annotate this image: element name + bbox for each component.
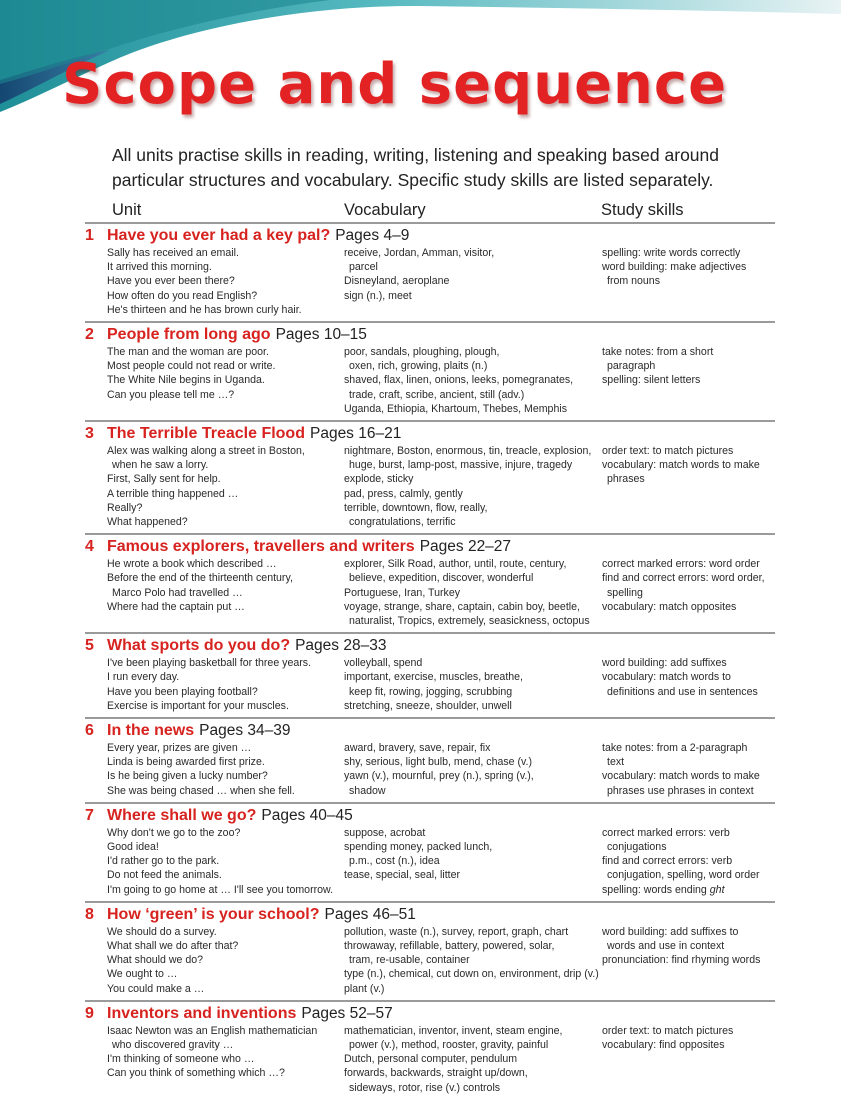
vocabulary-column-line: poor, sandals, ploughing, plough, bbox=[344, 346, 500, 358]
unit-number: 6 bbox=[85, 721, 94, 739]
vocabulary-column-line: huge, burst, lamp-post, massive, injure, tragedy bbox=[349, 459, 573, 472]
unit-5 bbox=[85, 632, 775, 717]
structures-column-line: Every year, prizes are given … bbox=[107, 741, 252, 754]
unit-heading bbox=[85, 1004, 775, 1024]
study-skills-column-line: vocabulary: match words to make bbox=[602, 770, 760, 783]
structures-column bbox=[107, 741, 342, 798]
study-skills-column-line: definitions and use in sentences bbox=[607, 685, 758, 698]
structures-column bbox=[107, 557, 342, 614]
unit-3 bbox=[85, 420, 775, 533]
study-skills-column-line: find and correct errors: word order, bbox=[602, 572, 765, 585]
unit-pages: Pages 22–27 bbox=[419, 538, 512, 556]
study-skills-column bbox=[602, 826, 777, 897]
structures-column-line: We should do a survey. bbox=[107, 925, 217, 938]
study-skills-column-line: paragraph bbox=[607, 360, 656, 373]
structures-column-line: I run every day. bbox=[107, 671, 180, 684]
unit-heading bbox=[85, 806, 775, 826]
vocabulary-column-line: important, exercise, muscles, breathe, bbox=[344, 671, 523, 684]
column-header-unit: Unit bbox=[112, 201, 142, 219]
vocabulary-column-line: parcel bbox=[349, 261, 378, 274]
unit-heading bbox=[85, 424, 775, 444]
vocabulary-column-line: sign (n.), meet bbox=[344, 289, 412, 302]
structures-column-line: We ought to … bbox=[107, 968, 178, 981]
study-skills-column bbox=[602, 444, 777, 487]
study-skills-column-line: word building: add suffixes bbox=[602, 657, 727, 670]
unit-heading bbox=[85, 721, 775, 741]
structures-column-line: You could make a … bbox=[107, 982, 205, 995]
unit-pages: Pages 52–57 bbox=[301, 1004, 393, 1022]
structures-column-line: Do not feed the animals. bbox=[107, 869, 222, 882]
structures-column-line: Why don't we go to the zoo? bbox=[107, 826, 241, 839]
study-skills-column-line: spelling: words ending ght bbox=[602, 883, 725, 896]
study-skills-column-line: conjugations bbox=[607, 840, 667, 853]
unit-pages: Pages 10–15 bbox=[275, 326, 367, 343]
vocabulary-column-line: power (v.), method, rooster, gravity, painful bbox=[349, 1038, 549, 1051]
unit-pages: Pages 4–9 bbox=[335, 227, 410, 244]
vocabulary-column-line: tram, re-usable, container bbox=[349, 954, 470, 967]
vocabulary-column-line: p.m., cost (n.), idea bbox=[349, 855, 440, 868]
study-skills-column-line: vocabulary: find opposites bbox=[602, 1038, 725, 1051]
study-skills-column bbox=[602, 246, 777, 289]
study-skills-column-line: conjugation, spelling, word order bbox=[607, 869, 760, 882]
vocabulary-column-line: spending money, packed lunch, bbox=[344, 840, 493, 853]
study-skills-column-line: spelling: write words correctly bbox=[602, 247, 741, 259]
study-skills-column-line: vocabulary: match words to make bbox=[602, 459, 760, 472]
units-table bbox=[85, 222, 775, 1099]
structures-column-line: Can you please tell me …? bbox=[107, 388, 235, 401]
vocabulary-column bbox=[344, 345, 602, 416]
structures-column-line: Where had the captain put … bbox=[107, 600, 245, 613]
unit-title: People from long ago bbox=[107, 326, 271, 343]
structures-column-line: Really? bbox=[107, 501, 143, 514]
unit-number: 2 bbox=[85, 326, 94, 343]
structures-column bbox=[107, 345, 342, 402]
vocabulary-column-line: forwards, backwards, straight up/down, bbox=[344, 1067, 528, 1080]
structures-column bbox=[107, 246, 342, 317]
vocabulary-column-line: oxen, rich, growing, plaits (n.) bbox=[349, 360, 488, 373]
structures-column-line: He wrote a book which described … bbox=[107, 558, 277, 571]
study-skills-column-line: word building: add suffixes to bbox=[602, 925, 739, 938]
unit-heading bbox=[85, 905, 775, 925]
vocabulary-column-line: Dutch, personal computer, pendulum bbox=[344, 1053, 518, 1066]
unit-6 bbox=[85, 717, 775, 802]
structures-column bbox=[107, 925, 342, 996]
page-title: Scope and sequence bbox=[62, 52, 728, 117]
italic-text: ght bbox=[709, 883, 725, 896]
vocabulary-column-line: believe, expedition, discover, wonderful bbox=[349, 572, 534, 585]
study-skills-column bbox=[602, 345, 777, 388]
study-skills-column bbox=[602, 656, 777, 699]
structures-column-line: Linda is being awarded first prize. bbox=[107, 756, 265, 769]
vocabulary-column bbox=[344, 741, 602, 798]
study-skills-column-line: text bbox=[607, 756, 625, 769]
study-skills-column-line: phrases use phrases in context bbox=[607, 784, 754, 797]
vocabulary-column-line: tease, special, seal, litter bbox=[344, 869, 460, 882]
unit-title: The Terrible Treacle Flood bbox=[107, 425, 305, 442]
unit-number: 1 bbox=[85, 227, 94, 244]
structures-column bbox=[107, 444, 342, 529]
vocabulary-column-line: Uganda, Ethiopia, Khartoum, Thebes, Memphis bbox=[344, 402, 567, 415]
vocabulary-column bbox=[344, 925, 602, 996]
study-skills-column bbox=[602, 741, 777, 798]
unit-number: 9 bbox=[85, 1004, 94, 1022]
intro-line: particular structures and vocabulary. Specific study skills are listed separately. bbox=[112, 170, 714, 190]
structures-column bbox=[107, 1024, 342, 1081]
vocabulary-column-line: keep fit, rowing, jogging, scrubbing bbox=[349, 685, 513, 698]
vocabulary-column-line: voyage, strange, share, captain, cabin boy, beetle, bbox=[344, 600, 580, 613]
structures-column-line: when he saw a lorry. bbox=[112, 459, 209, 472]
study-skills-column-line: vocabulary: match opposites bbox=[602, 600, 737, 613]
unit-title: Inventors and inventions bbox=[107, 1004, 297, 1022]
vocabulary-column-line: award, bravery, save, repair, fix bbox=[344, 741, 491, 754]
unit-title: Famous explorers, travellers and writers bbox=[107, 538, 415, 556]
vocabulary-column-line: explorer, Silk Road, author, until, route, century, bbox=[344, 558, 567, 571]
unit-pages: Pages 16–21 bbox=[309, 425, 402, 442]
structures-column-line: What happened? bbox=[107, 516, 188, 529]
column-header-vocabulary: Vocabulary bbox=[344, 201, 426, 219]
vocabulary-column-line: type (n.), chemical, cut down on, environment, drip (v.) bbox=[344, 968, 599, 981]
unit-title: In the news bbox=[107, 721, 195, 739]
study-skills-column-line: from nouns bbox=[607, 275, 660, 288]
structures-column-line: It arrived this morning. bbox=[107, 261, 212, 274]
unit-number: 5 bbox=[85, 637, 94, 655]
unit-title: How ‘green’ is your school? bbox=[107, 905, 320, 923]
study-skills-column bbox=[602, 925, 777, 968]
vocabulary-column-line: throwaway, refillable, battery, powered, solar, bbox=[344, 939, 555, 952]
vocabulary-column-line: suppose, acrobat bbox=[344, 826, 426, 839]
intro-paragraph bbox=[112, 143, 812, 193]
vocabulary-column-line: shaved, flax, linen, onions, leeks, pomegranates, bbox=[344, 374, 574, 387]
vocabulary-column bbox=[344, 656, 602, 713]
vocabulary-column bbox=[344, 444, 602, 529]
unit-pages: Pages 28–33 bbox=[295, 637, 387, 655]
structures-column-line: First, Sally sent for help. bbox=[107, 473, 221, 486]
study-skills-column bbox=[602, 1024, 777, 1052]
unit-2 bbox=[85, 321, 775, 420]
structures-column-line: She was being chased … when she fell. bbox=[107, 784, 295, 797]
study-skills-column-line: correct marked errors: verb bbox=[602, 826, 730, 839]
study-skills-column-line: spelling: silent letters bbox=[602, 374, 701, 387]
study-skills-column-line: order text: to match pictures bbox=[602, 1024, 734, 1037]
structures-column bbox=[107, 656, 342, 713]
vocabulary-column-line: pad, press, calmly, gently bbox=[344, 487, 463, 500]
study-skills-column bbox=[602, 557, 777, 614]
vocabulary-column-line: shadow bbox=[349, 784, 386, 797]
structures-column-line: Have you ever been there? bbox=[107, 275, 235, 288]
structures-column-line: Before the end of the thirteenth century, bbox=[107, 572, 293, 585]
vocabulary-column-line: Disneyland, aeroplane bbox=[344, 275, 450, 288]
vocabulary-column-line: stretching, sneeze, shoulder, unwell bbox=[344, 699, 512, 712]
vocabulary-column bbox=[344, 246, 602, 303]
vocabulary-column-line: mathematician, inventor, invent, steam engine, bbox=[344, 1024, 563, 1037]
structures-column-line: Have you been playing football? bbox=[107, 685, 258, 698]
structures-column-line: Can you think of something which …? bbox=[107, 1067, 285, 1080]
structures-column-line: I'm going to go home at … I'll see you tomorrow. bbox=[107, 883, 334, 896]
vocabulary-column bbox=[344, 1024, 602, 1095]
structures-column-line: I've been playing basketball for three years. bbox=[107, 657, 312, 670]
vocabulary-column-line: receive, Jordan, Amman, visitor, bbox=[344, 247, 495, 259]
intro-line: All units practise skills in reading, writing, listening and speaking based around bbox=[112, 145, 720, 165]
study-skills-column-line: word building: make adjectives bbox=[602, 261, 747, 274]
study-skills-column-line: words and use in context bbox=[607, 939, 725, 952]
unit-heading bbox=[85, 537, 775, 557]
vocabulary-column-line: terrible, downtown, flow, really, bbox=[344, 501, 488, 514]
vocabulary-column-line: congratulations, terrific bbox=[349, 516, 456, 529]
structures-column-line: What should we do? bbox=[107, 954, 203, 967]
structures-column-line: Is he being given a lucky number? bbox=[107, 770, 268, 783]
structures-column-line: How often do you read English? bbox=[107, 289, 258, 302]
vocabulary-column-line: plant (v.) bbox=[344, 982, 385, 995]
structures-column-line: Sally has received an email. bbox=[107, 247, 239, 259]
unit-number: 4 bbox=[85, 538, 94, 556]
unit-number: 8 bbox=[85, 905, 94, 923]
column-header-study-skills: Study skills bbox=[601, 201, 684, 219]
unit-number: 3 bbox=[85, 425, 94, 442]
unit-title: Where shall we go? bbox=[107, 806, 257, 824]
vocabulary-column-line: naturalist, Tropics, extremely, seasickness, octopus bbox=[349, 615, 590, 627]
study-skills-column-line: vocabulary: match words to bbox=[602, 671, 731, 684]
structures-column-line: Alex was walking along a street in Boston, bbox=[107, 445, 305, 457]
unit-8 bbox=[85, 901, 775, 1000]
vocabulary-column-line: sideways, rotor, rise (v.) controls bbox=[349, 1081, 501, 1094]
vocabulary-column-line: pollution, waste (n.), survey, report, graph, chart bbox=[344, 925, 569, 938]
vocabulary-column bbox=[344, 557, 602, 628]
structures-column-line: I'd rather go to the park. bbox=[107, 855, 220, 868]
unit-7 bbox=[85, 802, 775, 901]
structures-column-line: Good idea! bbox=[107, 840, 159, 853]
unit-1 bbox=[85, 222, 775, 321]
structures-column-line: Exercise is important for your muscles. bbox=[107, 699, 289, 712]
study-skills-column-line: take notes: from a short bbox=[602, 346, 714, 358]
structures-column-line: The man and the woman are poor. bbox=[107, 346, 269, 358]
study-skills-column-line: order text: to match pictures bbox=[602, 445, 734, 457]
unit-title: Have you ever had a key pal? bbox=[107, 227, 331, 244]
structures-column-line: What shall we do after that? bbox=[107, 939, 239, 952]
unit-9 bbox=[85, 1000, 775, 1099]
study-skills-column-line: find and correct errors: verb bbox=[602, 855, 733, 868]
unit-heading bbox=[85, 636, 775, 656]
vocabulary-column-line: explode, sticky bbox=[344, 473, 414, 486]
unit-heading bbox=[85, 226, 775, 246]
unit-4 bbox=[85, 533, 775, 632]
vocabulary-column-line: Portuguese, Iran, Turkey bbox=[344, 586, 461, 599]
study-skills-column-line: correct marked errors: word order bbox=[602, 558, 760, 571]
unit-pages: Pages 40–45 bbox=[261, 806, 353, 824]
study-skills-column-line: take notes: from a 2-paragraph bbox=[602, 741, 748, 754]
unit-number: 7 bbox=[85, 806, 94, 824]
structures-column-line: who discovered gravity … bbox=[112, 1038, 234, 1051]
structures-column bbox=[107, 826, 342, 897]
study-skills-column-line: spelling bbox=[607, 586, 643, 599]
unit-title: What sports do you do? bbox=[107, 637, 291, 655]
column-headers bbox=[0, 201, 841, 223]
structures-column-line: Marco Polo had travelled … bbox=[112, 586, 243, 599]
vocabulary-column bbox=[344, 826, 602, 883]
unit-pages: Pages 46–51 bbox=[324, 905, 416, 923]
structures-column-line: He's thirteen and he has brown curly hair. bbox=[107, 303, 302, 316]
study-skills-column-line: phrases bbox=[607, 473, 645, 486]
vocabulary-column-line: nightmare, Boston, enormous, tin, treacle, explosion, bbox=[344, 445, 592, 457]
vocabulary-column-line: volleyball, spend bbox=[344, 657, 423, 670]
study-skills-column-line: pronunciation: find rhyming words bbox=[602, 954, 761, 967]
unit-pages: Pages 34–39 bbox=[199, 721, 291, 739]
vocabulary-column-line: yawn (v.), mournful, prey (n.), spring (v.), bbox=[344, 770, 534, 783]
structures-column-line: The White Nile begins in Uganda. bbox=[107, 374, 265, 387]
structures-column-line: Isaac Newton was an English mathematician bbox=[107, 1024, 318, 1037]
structures-column-line: I'm thinking of someone who … bbox=[107, 1053, 255, 1066]
structures-column-line: A terrible thing happened … bbox=[107, 487, 239, 500]
vocabulary-column-line: trade, craft, scribe, ancient, still (adv.) bbox=[349, 388, 525, 401]
unit-heading bbox=[85, 325, 775, 345]
structures-column-line: Most people could not read or write. bbox=[107, 360, 276, 373]
vocabulary-column-line: shy, serious, light bulb, mend, chase (v.) bbox=[344, 756, 533, 769]
